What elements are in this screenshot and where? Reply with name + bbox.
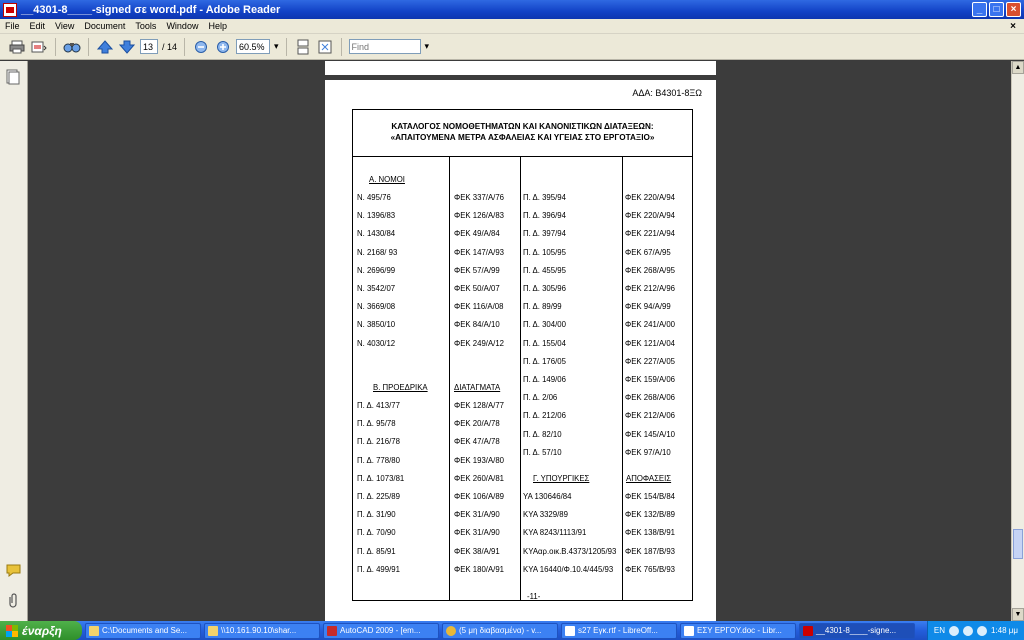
comments-icon[interactable] [6,563,22,579]
zoom-out-icon[interactable] [192,38,210,56]
fek-entry: ΦΕΚ 97/Α/10 [625,447,671,457]
task-explorer-share[interactable] [204,623,320,639]
fek-entry: ΦΕΚ 220/Α/94 [625,193,676,202]
law-entry: Ν. 3850/10 [357,320,396,330]
decree-entry: Π. Δ. 395/94 [523,193,566,202]
system-tray [927,621,1024,640]
task-label: __4301-8____-signe... [816,626,897,635]
fek-entry: ΦΕΚ 212/Α/96 [625,284,676,293]
start-label: έναρξη [22,623,62,638]
scroll-down-icon[interactable]: ▼ [1012,608,1024,621]
fek-entry: ΦΕΚ 49/Α/84 [454,229,500,239]
next-page-icon[interactable] [118,38,136,56]
toolbar-separator [184,38,185,56]
decree-entry: Π. Δ. 413/77 [357,401,400,410]
law-entry: Ν. 2168/ 93 [357,247,398,257]
fek-entry: ΦΕΚ 31/Α/90 [454,528,500,538]
decree-entry: Π. Δ. 176/05 [523,356,566,366]
minimize-button[interactable]: _ [972,2,987,17]
section-ypourgikes: Γ. ΥΠΟΥΡΓΙΚΕΣ [533,474,590,483]
close-button[interactable]: × [1006,2,1021,17]
table-heading [353,110,692,157]
chrome-icon [446,626,456,636]
menu-view[interactable]: View [55,21,75,31]
document-view[interactable] [29,61,1011,621]
autocad-icon [327,626,337,636]
previous-page-edge [325,61,716,75]
toolbar-separator [55,38,56,56]
ministerial-decision-entry: ΚΥΑαρ.οικ.Β.4373/1205/93 [523,546,617,556]
find-binoculars-icon[interactable] [63,38,81,56]
fek-entry: ΦΕΚ 187/Β/93 [625,546,676,556]
decree-entry: Π. Δ. 778/80 [357,455,400,465]
decree-entry: Π. Δ. 304/00 [523,320,566,330]
ministerial-decision-entry: ΥΑ 130646/84 [523,492,572,501]
menu-help[interactable]: Help [208,21,227,31]
zoom-in-icon[interactable] [214,38,232,56]
decree-entry: Π. Δ. 305/96 [523,284,566,293]
decree-entry: Π. Δ. 396/94 [523,211,566,221]
task-label: ΕΣΥ ΕΡΓΟΥ.doc - Libr... [697,626,782,635]
decree-entry: Π. Δ. 216/78 [357,437,400,447]
law-entry: Ν. 3542/07 [357,284,396,293]
law-entry: Ν. 2696/99 [357,265,396,275]
page-total: / 14 [162,41,178,52]
column-divider [520,157,521,600]
document-icon [565,626,575,636]
pages-panel-icon[interactable] [6,69,22,85]
law-entry: Ν. 4030/12 [357,338,396,348]
title-bar [0,0,1024,19]
fek-entry: ΦΕΚ 126/Α/83 [454,211,505,221]
fek-entry: ΦΕΚ 121/Α/04 [625,338,676,348]
heading-line-2: «ΑΠΑΙΤΟΥΜΕΝΑ ΜΕΤΡΑ ΑΣΦΑΛΕΙΑΣ ΚΑΙ ΥΓΕΙΑΣ ΣΤΟ ΕΡΓΟΤΑΞΙΟ» [390,133,655,142]
law-entry: Ν. 1396/83 [357,211,396,221]
decree-entry: Π. Δ. 155/04 [523,338,566,348]
heading-line-1: ΚΑΤΑΛΟΓΟΣ ΝΟΜΟΘΕΤΗΜΑΤΩΝ ΚΑΙ ΚΑΝΟΝΙΣΤΙΚΩΝ ΔΙΑΤΑΞΕΩΝ: [391,122,654,131]
fek-entry: ΦΕΚ 220/Α/94 [625,211,676,221]
decree-entry: Π. Δ. 1073/81 [357,473,405,483]
task-libreoffice-rtf[interactable] [561,623,677,639]
toolbar-separator [88,38,89,56]
law-entry: Ν. 1430/84 [357,229,396,239]
decree-entry: Π. Δ. 149/06 [523,375,566,384]
fek-entry: ΦΕΚ 249/Α/12 [454,338,505,348]
fek-entry: ΦΕΚ 84/Α/10 [454,320,500,330]
column-divider [449,157,450,600]
fek-entry: ΦΕΚ 180/Α/91 [454,564,505,574]
fek-entry: ΦΕΚ 221/Α/94 [625,229,676,239]
fek-entry: ΦΕΚ 145/Α/10 [625,429,676,439]
decree-entry: Π. Δ. 89/99 [523,302,562,312]
decree-entry: Π. Δ. 82/10 [523,429,562,439]
maximize-button[interactable]: □ [989,2,1004,17]
folder-icon [89,626,99,636]
fek-entry: ΦΕΚ 38/Α/91 [454,546,500,556]
task-label: AutoCAD 2009 - [em... [340,626,421,635]
menu-window[interactable]: Window [166,21,199,31]
task-label: C:\Documents and Se... [102,626,187,635]
fek-entry: ΦΕΚ 47/Α/78 [454,437,500,447]
section-nomoi: Α. ΝΟΜΟΙ [369,175,405,184]
fek-entry: ΦΕΚ 20/Α/78 [454,419,500,429]
fek-entry: ΦΕΚ 159/Α/06 [625,375,676,384]
page-number-input[interactable] [140,39,158,54]
fek-entry: ΦΕΚ 212/Α/06 [625,411,676,421]
fek-entry: ΦΕΚ 31/Α/90 [454,510,500,520]
vertical-scrollbar[interactable] [1011,61,1024,621]
attachments-paperclip-icon[interactable] [6,593,22,609]
decree-entry: Π. Δ. 85/91 [357,546,396,556]
folder-icon [208,626,218,636]
fek-entry: ΦΕΚ 128/Α/77 [454,401,505,410]
fek-entry: ΦΕΚ 241/Α/00 [625,320,676,330]
menu-tools[interactable]: Tools [135,21,157,31]
taskbar [0,621,1024,640]
fek-entry: ΦΕΚ 94/Α/99 [625,302,671,312]
fek-entry: ΦΕΚ 154/Β/84 [625,492,676,501]
decree-entry: Π. Δ. 31/90 [357,510,396,520]
ministerial-decision-entry: ΚΥΑ 3329/89 [523,510,568,520]
legislation-table [352,109,693,601]
toolbar-separator [341,38,342,56]
fek-entry: ΦΕΚ 57/Α/99 [454,265,500,275]
navigation-sidebar [0,61,28,621]
zoom-level-input[interactable] [236,39,270,54]
section-diatagmata: ΔΙΑΤΑΓΜΑΤΑ [454,383,501,392]
task-label: \\10.161.90.10\shar... [221,626,297,635]
help-tray-icon[interactable] [949,626,959,636]
adobe-reader-icon [803,626,813,636]
fek-entry: ΦΕΚ 227/Α/05 [625,356,676,366]
decree-entry: Π. Δ. 2/06 [523,393,558,403]
toolbar [0,34,1024,60]
find-input[interactable] [349,39,421,54]
task-chrome[interactable] [442,623,558,639]
zoom-dropdown-icon[interactable]: ▾ [274,41,279,51]
decree-entry: Π. Δ. 70/90 [357,528,396,538]
fek-entry: ΦΕΚ 138/Β/91 [625,528,676,538]
section-proedrika: Β. ΠΡΟΕΔΡΙΚΑ [373,383,428,392]
decree-entry: Π. Δ. 455/95 [523,265,566,275]
section-apofaseis: ΑΠΟΦΑΣΕΙΣ [626,474,672,483]
adobe-reader-icon [3,3,17,17]
volume-tray-icon[interactable] [977,626,987,636]
column-divider [622,157,623,600]
fek-entry: ΦΕΚ 268/Α/06 [625,393,676,403]
document-close-button[interactable]: × [1010,20,1016,32]
task-adobe-reader[interactable] [799,623,915,639]
scroll-thumb[interactable] [1013,529,1023,559]
scroll-up-icon[interactable]: ▲ [1012,61,1024,74]
law-entry: Ν. 3669/08 [357,302,396,312]
network-tray-icon[interactable] [963,626,973,636]
task-libreoffice-doc[interactable] [680,623,796,639]
print-icon[interactable] [8,38,26,56]
task-explorer-documents[interactable] [85,623,201,639]
decree-entry: Π. Δ. 57/10 [523,447,562,457]
find-dropdown-icon[interactable]: ▾ [424,41,430,51]
decree-entry: Π. Δ. 95/78 [357,419,396,429]
task-label: s27 Εγκ.rtf - LibreOff... [578,626,658,635]
fek-entry: ΦΕΚ 132/Β/89 [625,510,676,520]
windows-flag-icon [6,625,18,637]
clock: 1:48 μμ [990,626,1018,635]
law-entry: Ν. 495/76 [357,193,391,202]
decree-entry: Π. Δ. 105/95 [523,247,566,257]
fit-page-icon[interactable] [316,38,334,56]
decree-entry: Π. Δ. 225/89 [357,492,400,501]
menu-edit[interactable]: Edit [29,21,46,31]
fek-entry: ΦΕΚ 67/Α/95 [625,247,671,257]
scrolling-mode-icon[interactable] [294,38,312,56]
language-indicator[interactable]: EN [933,626,945,635]
menu-bar [0,19,1024,34]
email-pdf-icon[interactable] [30,38,48,56]
fek-entry: ΦΕΚ 147/Α/93 [454,247,505,257]
window-title: __4301-8____-signed σε word.pdf - Adobe Reader [21,3,281,16]
fek-entry: ΦΕΚ 193/Α/80 [454,455,505,465]
ada-code: ΑΔΑ: Β4301-8ΞΩ [632,88,702,98]
decree-entry: Π. Δ. 499/91 [357,564,400,574]
fek-entry: ΦΕΚ 116/Α/08 [454,302,504,312]
ministerial-decision-entry: ΚΥΑ 16440/Φ.10.4/445/93 [523,564,614,574]
fek-entry: ΦΕΚ 106/Α/89 [454,492,505,501]
task-label: (5 μη διαβασμένα) - v... [459,626,542,635]
fek-entry: ΦΕΚ 268/Α/95 [625,265,676,275]
fek-entry: ΦΕΚ 50/Α/07 [454,284,500,293]
ministerial-decision-entry: ΚΥΑ 8243/1113/91 [523,528,587,538]
fek-entry: ΦΕΚ 260/Α/81 [454,473,505,483]
document-icon [684,626,694,636]
decree-entry: Π. Δ. 212/06 [523,411,566,421]
decree-entry: Π. Δ. 397/94 [523,229,566,239]
toolbar-separator [286,38,287,56]
fek-entry: ΦΕΚ 765/Β/93 [625,564,676,574]
menu-document[interactable]: Document [84,21,126,31]
pdf-page [325,80,716,621]
menu-file[interactable]: File [5,21,20,31]
start-button[interactable] [0,621,82,640]
task-autocad[interactable] [323,623,439,639]
page-number: -11- [527,592,541,601]
previous-page-icon[interactable] [96,38,114,56]
fek-entry: ΦΕΚ 337/Α/76 [454,193,505,202]
